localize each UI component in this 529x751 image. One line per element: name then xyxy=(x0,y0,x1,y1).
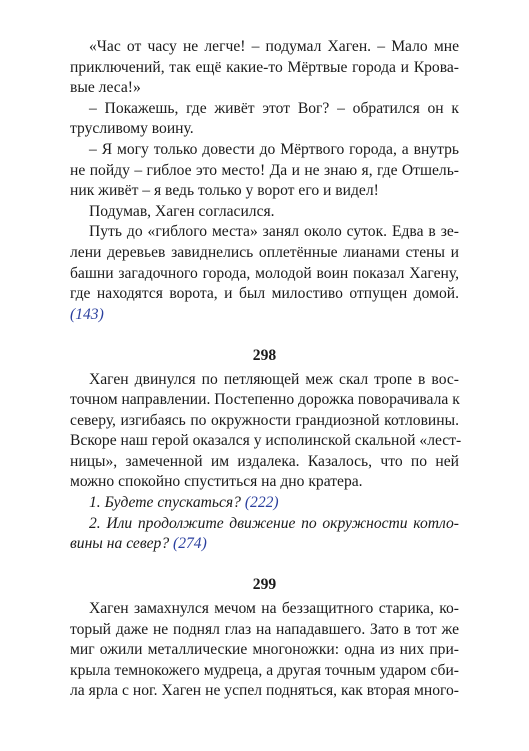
text-line: трусливому воину. xyxy=(70,120,194,138)
section-link-222[interactable]: (222) xyxy=(244,494,279,512)
paragraph-journey xyxy=(70,222,459,325)
text-line: где находятся ворота, и был милостиво отпущен домой. xyxy=(70,285,459,303)
choice-label: вины на север? xyxy=(70,535,174,553)
paragraph-dialogue-answer xyxy=(70,140,459,202)
text-line: ницы», замеченной им издалека. Казалось, что по ней xyxy=(70,452,459,470)
choice-label: 1. Будете спускаться? xyxy=(89,494,245,512)
choice-text xyxy=(70,534,459,555)
page-content xyxy=(70,37,462,702)
section-299-paragraph xyxy=(70,599,459,702)
text-line: северу, изгибаясь по окружности грандиозной котловины. xyxy=(70,411,459,429)
text-line: не пойду – гиблое это место! Да и не знаю я, где Отшель- xyxy=(70,161,459,179)
text-line: Путь до «гиблого места» занял около суток. Едва в зе- xyxy=(89,223,459,241)
text-line: ла ярла с ног. Хаген не успел подняться, как вторая много- xyxy=(70,682,459,700)
text-line: приключений, так ещё какие-то Мёртвые города и Крова- xyxy=(70,58,459,76)
text-line: Хаген двинулся по петляющей меж скал тропе в вос- xyxy=(89,370,459,388)
text-line: – Я могу только довести до Мёртвого города, а внутрь xyxy=(89,140,459,158)
text-line: Хаген замахнулся мечом на беззащитного старика, ко- xyxy=(89,600,459,618)
text-line: башни загадочного города, молодой воин показал Хагену, xyxy=(70,264,459,282)
section-link-274[interactable]: (274) xyxy=(173,535,207,553)
paragraph-hagen-thought xyxy=(70,37,459,99)
choice-descend xyxy=(70,493,459,514)
text-line: вые леса!» xyxy=(70,79,141,97)
text-line: ник живёт – я ведь только у ворот его и видел! xyxy=(70,182,379,200)
text-line: можно спокойно спуститься на дно кратера. xyxy=(70,473,363,491)
section-link-143[interactable]: (143) xyxy=(70,305,104,323)
text-line: Вскоре наш герой оказался у исполинской скальной «лест- xyxy=(70,432,462,450)
paragraph-agreement xyxy=(70,202,459,223)
choice-continue-north xyxy=(70,514,459,555)
text-line: лени деревьев завиднелись оплетённые лианами стены и xyxy=(70,243,459,261)
text-line: точном направлении. Постепенно дорожка поворачивала к xyxy=(70,391,460,409)
text-line: «Час от часу не легче! – подумал Хаген. – Мало мне xyxy=(89,38,459,55)
text-line: – Покажешь, где живёт этот Вог? – обратился он к xyxy=(89,99,459,117)
section-number-299: 299 xyxy=(252,576,277,594)
paragraph-dialogue-question xyxy=(70,99,459,140)
text-line: миг ожили металлические многоножки: одна из них при- xyxy=(70,641,459,659)
text-line: Подумав, Хаген согласился. xyxy=(89,202,275,220)
section-298-paragraph xyxy=(70,370,462,494)
text-line: крыла темнокожего мудреца, а другая точным ударом сби- xyxy=(70,661,459,679)
text-line: торый даже не поднял глаз на нападавшего. Зато в тот же xyxy=(70,620,459,638)
section-number-298: 298 xyxy=(252,346,277,364)
choice-text: 2. Или продолжите движение по окружности котло- xyxy=(89,514,459,532)
text-line xyxy=(70,305,459,326)
choice-text xyxy=(70,493,459,514)
